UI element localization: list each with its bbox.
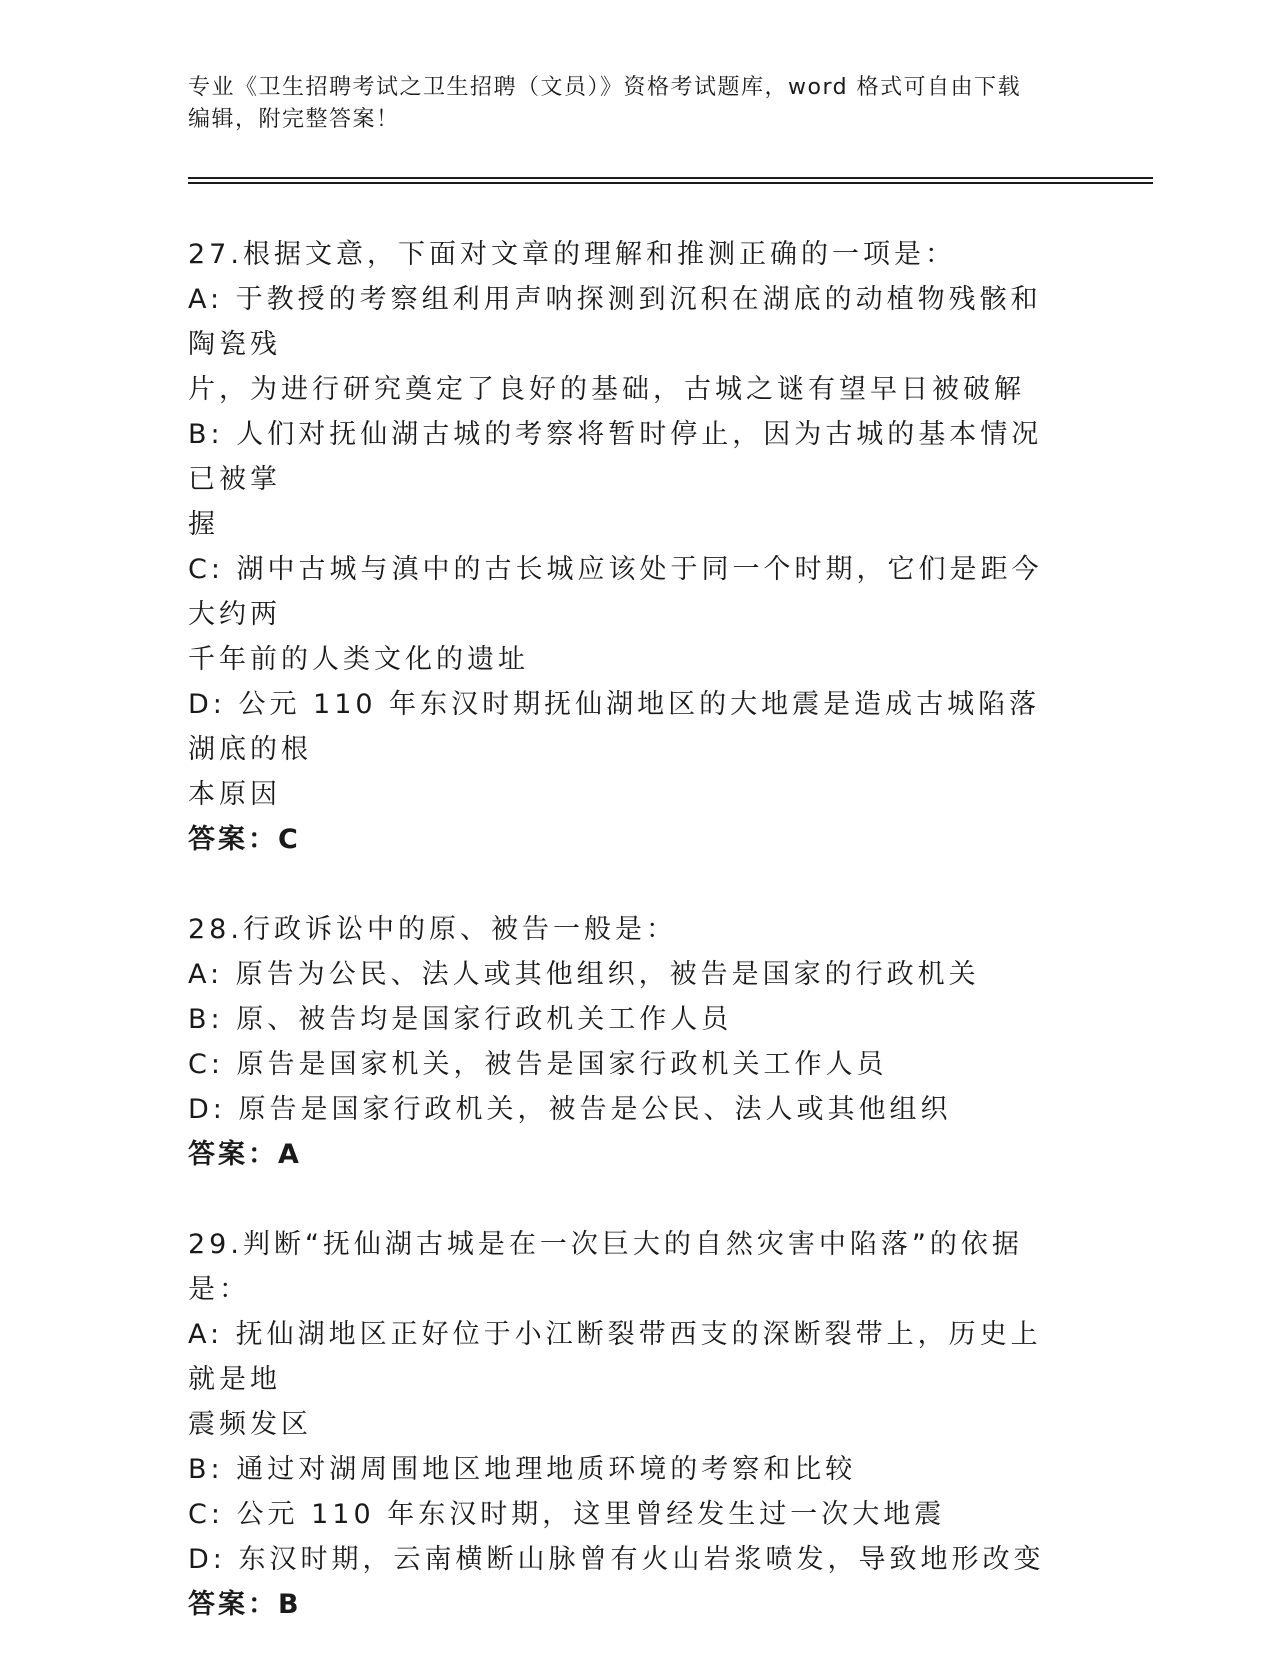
option-line: 握 bbox=[188, 509, 219, 540]
option-line: B: 原、被告均是国家行政机关工作人员 bbox=[188, 1004, 733, 1035]
option-line: D: 原告是国家行政机关，被告是公民、法人或其他组织 bbox=[188, 1094, 952, 1125]
option-line: C: 公元 110 年东汉时期，这里曾经发生过一次大地震 bbox=[188, 1499, 946, 1530]
option-line: B: 通过对湖周围地区地理地质环境的考察和比较 bbox=[188, 1454, 857, 1485]
question-stem: 29.判断“抚仙湖古城是在一次巨大的自然灾害中陷落”的依据是： bbox=[188, 1229, 1023, 1305]
header-divider-top bbox=[188, 177, 1153, 179]
question-stem: 28.行政诉讼中的原、被告一般是： bbox=[188, 914, 677, 945]
option-line: B: 人们对抚仙湖古城的考察将暂时停止，因为古城的基本情况已被掌 bbox=[188, 419, 1043, 495]
header-line-2: 编辑，附完整答案！ bbox=[188, 107, 400, 132]
header-divider-bottom bbox=[188, 182, 1153, 184]
option-line: 震频发区 bbox=[188, 1409, 312, 1440]
question-29 bbox=[188, 1222, 1068, 1627]
option-line: A: 抚仙湖地区正好位于小江断裂带西支的深断裂带上，历史上就是地 bbox=[188, 1319, 1042, 1395]
answer-line: 答案：A bbox=[188, 1139, 302, 1170]
question-stem: 27.根据文意，下面对文章的理解和推测正确的一项是： bbox=[188, 239, 956, 270]
question-27 bbox=[188, 232, 1068, 862]
option-line: D: 公元 110 年东汉时期抚仙湖地区的大地震是造成古城陷落湖底的根 bbox=[188, 689, 1041, 765]
question-list bbox=[188, 232, 1068, 1672]
option-line: A: 原告为公民、法人或其他组织，被告是国家的行政机关 bbox=[188, 959, 980, 990]
page-header bbox=[188, 72, 1068, 136]
answer-line: 答案：C bbox=[188, 824, 301, 855]
option-line: C: 湖中古城与滇中的古长城应该处于同一个时期，它们是距今大约两 bbox=[188, 554, 1043, 630]
option-line: D: 东汉时期，云南横断山脉曾有火山岩浆喷发，导致地形改变 bbox=[188, 1544, 1045, 1575]
option-line: A: 于教授的考察组利用声呐探测到沉积在湖底的动植物残骸和陶瓷残 bbox=[188, 284, 1042, 360]
option-line: 千年前的人类文化的遗址 bbox=[188, 644, 529, 675]
option-line: 本原因 bbox=[188, 779, 281, 810]
option-line: 片，为进行研究奠定了良好的基础，古城之谜有望早日被破解 bbox=[188, 374, 1025, 405]
header-line-1: 专业《卫生招聘考试之卫生招聘（文员）》资格考试题库，word 格式可自由下载 bbox=[188, 75, 1022, 100]
option-line: C: 原告是国家机关，被告是国家行政机关工作人员 bbox=[188, 1049, 888, 1080]
question-28 bbox=[188, 907, 1068, 1177]
answer-line: 答案：B bbox=[188, 1589, 302, 1620]
